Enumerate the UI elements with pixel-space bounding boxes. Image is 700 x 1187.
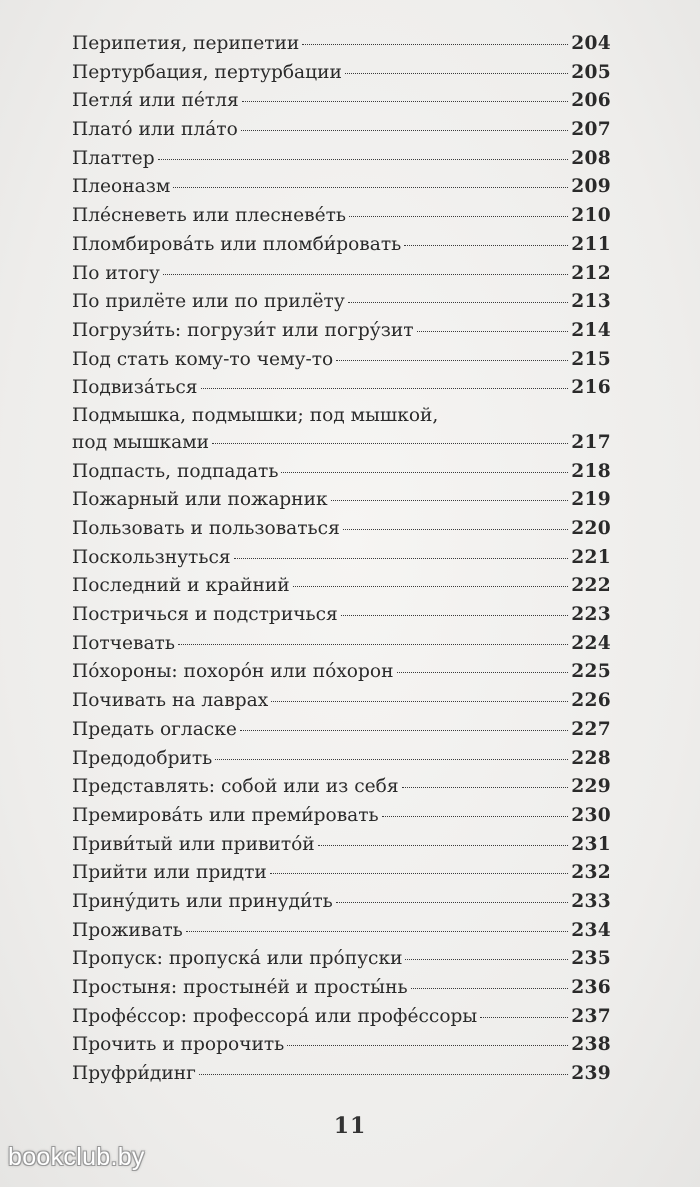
toc-entry — [72, 831, 611, 860]
toc-entry-title: Потчевать — [72, 632, 175, 654]
toc-entry-title: Профе́ссор: профессора́ или профе́ссоры — [72, 1005, 478, 1027]
dot-leader — [281, 472, 568, 473]
toc-entry — [72, 1031, 611, 1060]
toc-entry-page: 224 — [571, 632, 611, 654]
toc-entry — [72, 30, 611, 59]
dot-leader — [186, 931, 569, 932]
toc-entry-title-line2: под мышками — [72, 431, 210, 453]
dot-leader — [241, 130, 568, 131]
toc-entry-page: 206 — [571, 90, 611, 112]
toc-entry-page: 230 — [571, 804, 611, 826]
toc-entry — [72, 773, 611, 802]
toc-entry-title: Петля́ или пе́тля — [72, 90, 239, 112]
toc-entry-title: Пруфри́динг — [72, 1063, 196, 1085]
toc-entry-page: 211 — [571, 233, 611, 255]
toc-entry-title: Под стать кому-то чему-то — [72, 348, 334, 370]
toc-entry — [72, 145, 611, 174]
toc-entry-page: 220 — [571, 518, 611, 539]
toc-entry — [72, 202, 611, 231]
toc-entry-page: 237 — [571, 1005, 611, 1027]
toc-entry-title: Почивать на лаврах — [72, 690, 269, 712]
toc-entry-page: 216 — [571, 377, 611, 399]
toc-entry-page: 219 — [571, 489, 611, 511]
toc-entry-title: Пле́сневеть или плесневе́ть — [72, 205, 347, 227]
toc-entry — [72, 260, 611, 289]
toc-entry — [72, 87, 611, 116]
toc-entry-title: Плеоназм — [72, 176, 171, 198]
toc-entry-page: 218 — [571, 460, 611, 482]
toc-entry — [72, 59, 611, 88]
toc-entry-page: 208 — [571, 147, 611, 169]
toc-entry-page: 212 — [571, 262, 611, 284]
dot-leader — [212, 443, 568, 444]
toc-entry — [72, 745, 611, 774]
toc-entry-page: 225 — [571, 661, 611, 683]
toc-entry-title: Прину́дить или принуди́ть — [72, 890, 333, 912]
dot-leader — [158, 159, 569, 160]
dot-leader — [178, 644, 568, 645]
toc-entry — [72, 945, 611, 974]
dot-leader — [199, 1074, 568, 1075]
dot-leader — [302, 44, 568, 45]
dot-leader — [287, 1045, 568, 1046]
toc-entry — [72, 544, 611, 573]
toc-entry-multiline — [72, 403, 611, 458]
toc-entry — [72, 346, 611, 375]
dot-leader — [240, 730, 568, 731]
table-of-contents — [72, 30, 611, 1089]
dot-leader — [270, 873, 568, 874]
toc-entry-page: 217 — [571, 431, 611, 453]
dot-leader — [242, 101, 569, 102]
toc-entry — [72, 231, 611, 260]
toc-entry-page: 234 — [571, 919, 611, 941]
dot-leader — [417, 331, 569, 332]
toc-entry-page: 233 — [571, 890, 611, 912]
toc-entry-page: 238 — [571, 1034, 611, 1056]
toc-entry-title: Представлять: собой или из себя — [72, 776, 399, 798]
dot-leader — [405, 959, 568, 960]
toc-entry-page: 236 — [571, 977, 611, 998]
toc-entry-title: Предать огласке — [72, 718, 237, 740]
toc-entry — [72, 374, 611, 403]
toc-entry — [72, 716, 611, 745]
toc-entry-page: 215 — [571, 348, 611, 370]
dot-leader — [234, 558, 569, 559]
toc-entry-title-line1: Подмышка, подмышки; под мышкой, — [72, 404, 439, 426]
toc-entry-title: Последний и крайний — [72, 575, 290, 597]
toc-entry-page: 231 — [571, 833, 611, 855]
dot-leader — [480, 1017, 568, 1018]
dot-leader — [318, 845, 569, 846]
toc-entry-page: 210 — [571, 205, 611, 227]
toc-entry-title: Поскользнуться — [72, 546, 231, 568]
dot-leader — [348, 302, 569, 303]
toc-entry — [72, 859, 611, 888]
toc-entry-page: 227 — [571, 718, 611, 740]
toc-entry — [72, 802, 611, 831]
toc-entry-title: Подпасть, подпадать — [72, 460, 279, 482]
dot-leader — [343, 529, 568, 530]
toc-entry — [72, 116, 611, 145]
toc-entry-title: Платтер — [72, 147, 155, 169]
toc-entry-title: Пертурбация, пертурбации — [72, 61, 342, 83]
toc-entry-title: Пропуск: пропуска́ или про́пуски — [72, 948, 403, 970]
toc-entry-title: Пломбирова́ть или пломби́ровать — [72, 233, 402, 255]
toc-entry-title: Постричься и подстричься — [72, 604, 338, 626]
toc-entry — [72, 888, 611, 917]
toc-entry-page: 221 — [571, 546, 611, 568]
toc-entry — [72, 572, 611, 601]
dot-leader — [293, 586, 569, 587]
dot-leader — [382, 816, 569, 817]
toc-entry-title: Прочить и пророчить — [72, 1034, 285, 1056]
toc-entry — [72, 630, 611, 659]
toc-entry-title: По прилёте или по прилёту — [72, 291, 345, 313]
dot-leader — [336, 902, 568, 903]
toc-entry-title: Подвиза́ться — [72, 377, 198, 399]
dot-leader — [404, 245, 568, 246]
toc-entry-title: Плато́ или пла́то — [72, 119, 238, 141]
toc-entry-title: Простыня: простыне́й и просты́нь — [72, 977, 408, 998]
toc-entry-page: 222 — [571, 575, 611, 597]
toc-entry-title: Прийти или придти — [72, 862, 267, 884]
dot-leader — [173, 187, 568, 188]
toc-entry-page: 229 — [571, 776, 611, 798]
toc-entry-title: По итогу — [72, 262, 160, 284]
watermark-logo: bookclub.by — [8, 1143, 145, 1171]
toc-entry — [72, 1060, 611, 1089]
toc-entry — [72, 317, 611, 346]
toc-entry-title: Предодобрить — [72, 747, 213, 769]
dot-leader — [331, 500, 569, 501]
dot-leader — [201, 388, 569, 389]
dot-leader — [163, 274, 568, 275]
toc-entry-page: 205 — [571, 61, 611, 83]
toc-entry-page: 207 — [571, 119, 611, 141]
toc-entry-page: 232 — [571, 862, 611, 884]
dot-leader — [336, 360, 568, 361]
dot-leader — [345, 73, 568, 74]
toc-entry — [72, 1003, 611, 1032]
toc-entry-title: Проживать — [72, 919, 183, 941]
dot-leader — [215, 759, 568, 760]
toc-entry-title: Приви́тый или привито́й — [72, 833, 315, 855]
dot-leader — [271, 701, 568, 702]
dot-leader — [341, 615, 569, 616]
toc-entry-page: 228 — [571, 747, 611, 769]
toc-entry — [72, 173, 611, 202]
toc-entry-title: Премирова́ть или преми́ровать — [72, 804, 379, 826]
toc-entry-page: 214 — [571, 319, 611, 341]
toc-entry — [72, 687, 611, 716]
toc-entry — [72, 288, 611, 317]
toc-entry — [72, 458, 611, 487]
dot-leader — [402, 787, 569, 788]
toc-entry — [72, 974, 611, 1003]
toc-entry-title: По́хороны: похоро́н или по́хорон — [72, 661, 394, 683]
toc-entry-page: 204 — [571, 33, 611, 54]
toc-entry-title: Погрузи́ть: погрузи́т или погру́зит — [72, 319, 414, 341]
toc-entry-page: 226 — [571, 690, 611, 712]
page-number: 11 — [333, 1113, 367, 1139]
toc-entry-title: Пожарный или пожарник — [72, 489, 328, 511]
toc-entry — [72, 658, 611, 687]
dot-leader — [397, 672, 569, 673]
toc-entry-title: Пользовать и пользоваться — [72, 518, 340, 539]
toc-entry — [72, 515, 611, 544]
toc-entry-page: 239 — [571, 1063, 611, 1085]
dot-leader — [349, 216, 568, 217]
toc-entry — [72, 917, 611, 946]
toc-entry-page: 235 — [571, 948, 611, 970]
toc-entry-line2 — [72, 429, 611, 458]
dot-leader — [411, 988, 569, 989]
toc-entry-title: Перипетия, перипетии — [72, 33, 300, 54]
toc-entry-page: 213 — [571, 291, 611, 313]
toc-entry-page: 209 — [571, 176, 611, 198]
toc-entry — [72, 486, 611, 515]
toc-entry-page: 223 — [571, 604, 611, 626]
toc-entry — [72, 601, 611, 630]
